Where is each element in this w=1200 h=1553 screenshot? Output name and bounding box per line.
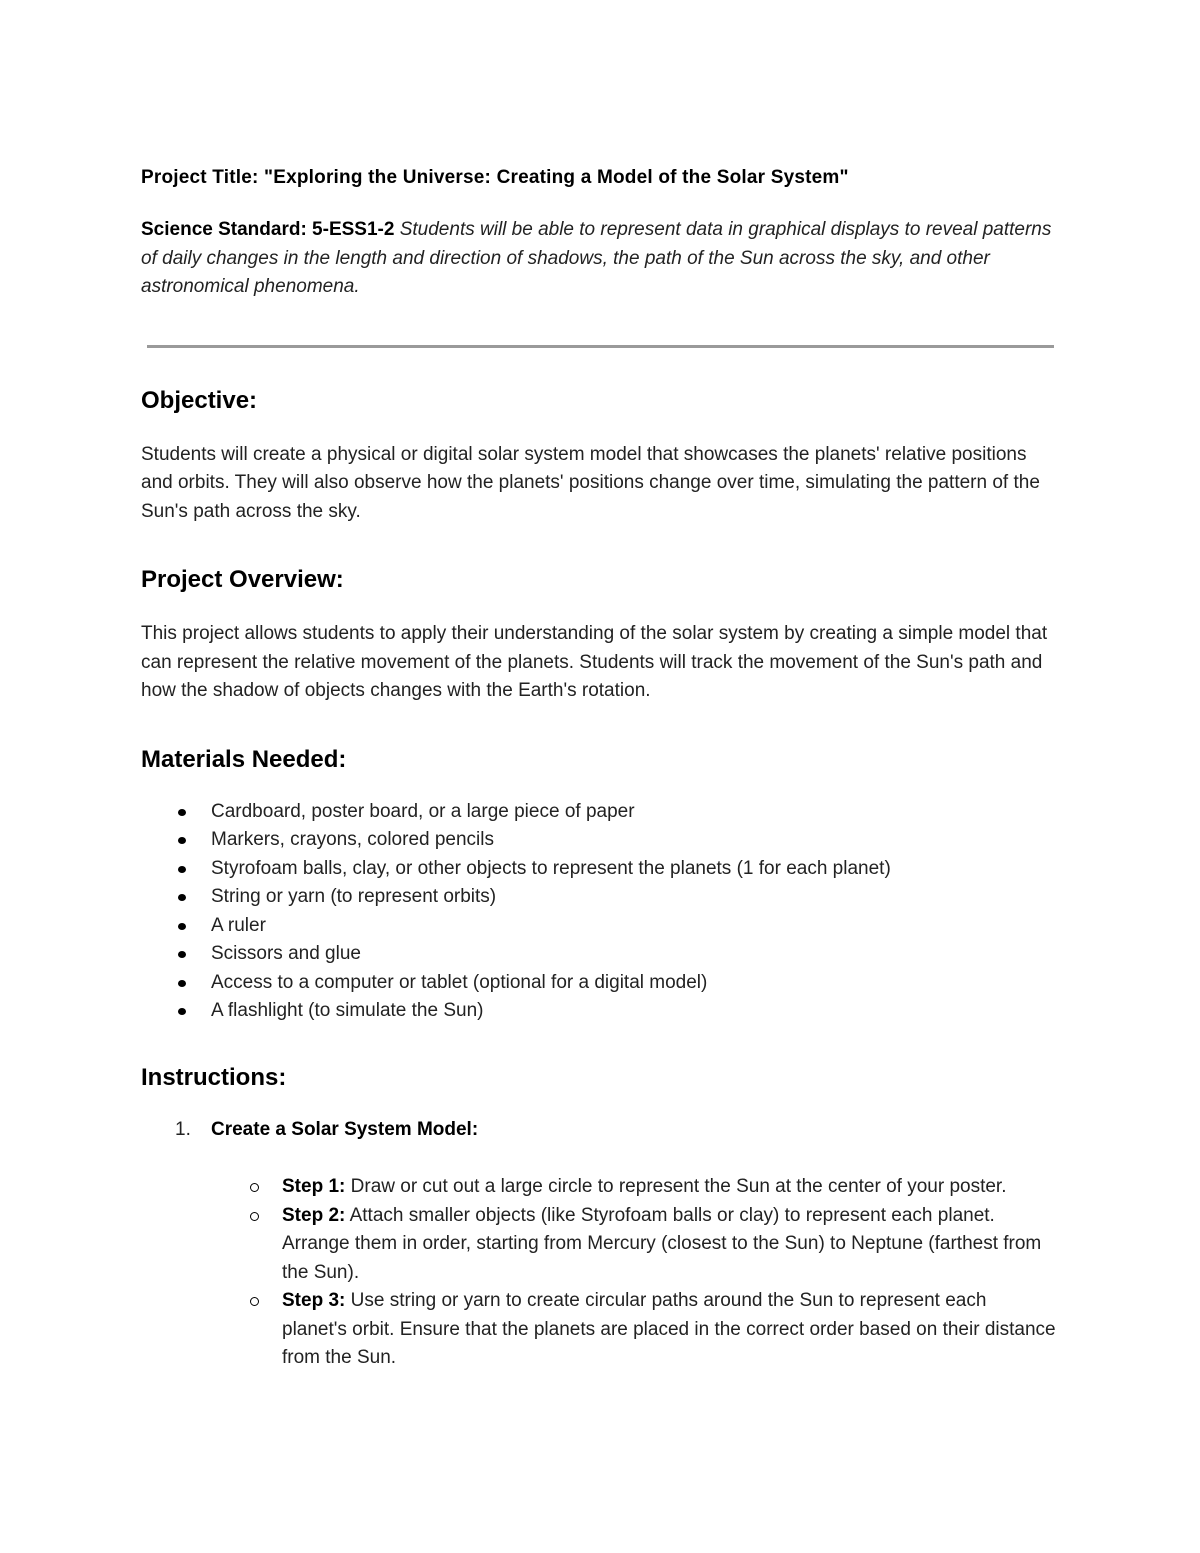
document-page	[141, 164, 1056, 1373]
objective-heading: Objective:	[141, 386, 258, 414]
material-label: Styrofoam balls, clay, or other objects to represent the planets (1 for each planet)	[211, 857, 891, 879]
list-item	[141, 997, 1056, 1026]
bullet-icon	[178, 837, 186, 844]
material-label: Scissors and glue	[211, 943, 361, 964]
list-item	[141, 940, 1056, 969]
instruction-number: 1.	[175, 1118, 191, 1140]
hollow-bullet-icon	[250, 1297, 259, 1306]
bullet-icon	[178, 923, 186, 930]
step-label: Step 2:	[282, 1204, 346, 1226]
list-item	[141, 855, 1056, 884]
bullet-icon	[178, 894, 186, 901]
hollow-bullet-icon	[250, 1183, 259, 1192]
list-item	[141, 798, 1056, 827]
material-label: A ruler	[211, 914, 266, 936]
hollow-bullet-icon	[250, 1212, 259, 1221]
material-label: A flashlight (to simulate the Sun)	[211, 1000, 484, 1021]
list-item	[141, 826, 1056, 855]
objective-text: Students will create a physical or digital solar system model that showcases the planets' relative positions and orbits. They will also observe how the planets' positions change over time, simulating the pattern of the Sun's path across the sky.	[141, 443, 1040, 522]
bullet-icon	[178, 980, 186, 987]
list-item	[141, 969, 1056, 998]
material-label: Access to a computer or tablet (optional for a digital model)	[211, 971, 708, 993]
bullet-icon	[178, 951, 186, 958]
material-label: String or yarn (to represent orbits)	[211, 886, 497, 907]
step-text: Draw or cut out a large circle to represent the Sun at the center of your poster.	[350, 1176, 1007, 1197]
instructions-list	[141, 1116, 1056, 1373]
bullet-icon	[178, 866, 186, 873]
step-label: Step 3:	[282, 1290, 346, 1311]
list-item	[141, 883, 1056, 912]
bullet-icon	[178, 809, 186, 816]
science-standard	[141, 216, 1056, 302]
project-overview-text: This project allows students to apply their understanding of the solar system by creating a simple model that can represent the relative movement of the planets. Students will track the movement of the Sun's path and how the shadow of objects changes with the Earth's rotation.	[141, 623, 1048, 701]
instruction-item	[141, 1116, 1056, 1373]
instructions-heading: Instructions:	[141, 1063, 287, 1091]
material-label: Markers, crayons, colored pencils	[211, 829, 494, 850]
step-text: Attach smaller objects (like Styrofoam balls or clay) to represent each planet. Arrange them in order, starting from Mercury (closest to the Sun) to Neptune (farthest from the Sun).	[282, 1204, 1042, 1283]
step-text: Use string or yarn to create circular paths around the Sun to represent each planet's orbit. Ensure that the planets are placed in the correct order based on their distance from the Sun.	[282, 1290, 1056, 1368]
science-standard-text: Students will be able to represent data in graphical displays to reveal patterns of daily changes in the length and direction of shadows, the path of the Sun across the sky, and other astronomical phenomena.	[141, 219, 1052, 297]
step-label: Step 1:	[282, 1176, 346, 1197]
step-item	[211, 1202, 1056, 1288]
instruction-title: Create a Solar System Model:	[211, 1118, 479, 1140]
step-item	[211, 1173, 1056, 1202]
steps-list	[211, 1173, 1056, 1373]
materials-heading: Materials Needed:	[141, 745, 347, 773]
list-item	[141, 912, 1056, 941]
project-overview-heading: Project Overview:	[141, 566, 344, 593]
bullet-icon	[178, 1008, 186, 1015]
science-standard-label: Science Standard: 5-ESS1-2	[141, 219, 395, 240]
horizontal-divider	[147, 345, 1054, 348]
project-title: Project Title: "Exploring the Universe: Creating a Model of the Solar System"	[141, 167, 849, 188]
materials-list	[141, 798, 1056, 1026]
step-item	[211, 1287, 1056, 1373]
material-label: Cardboard, poster board, or a large piece of paper	[211, 800, 635, 822]
